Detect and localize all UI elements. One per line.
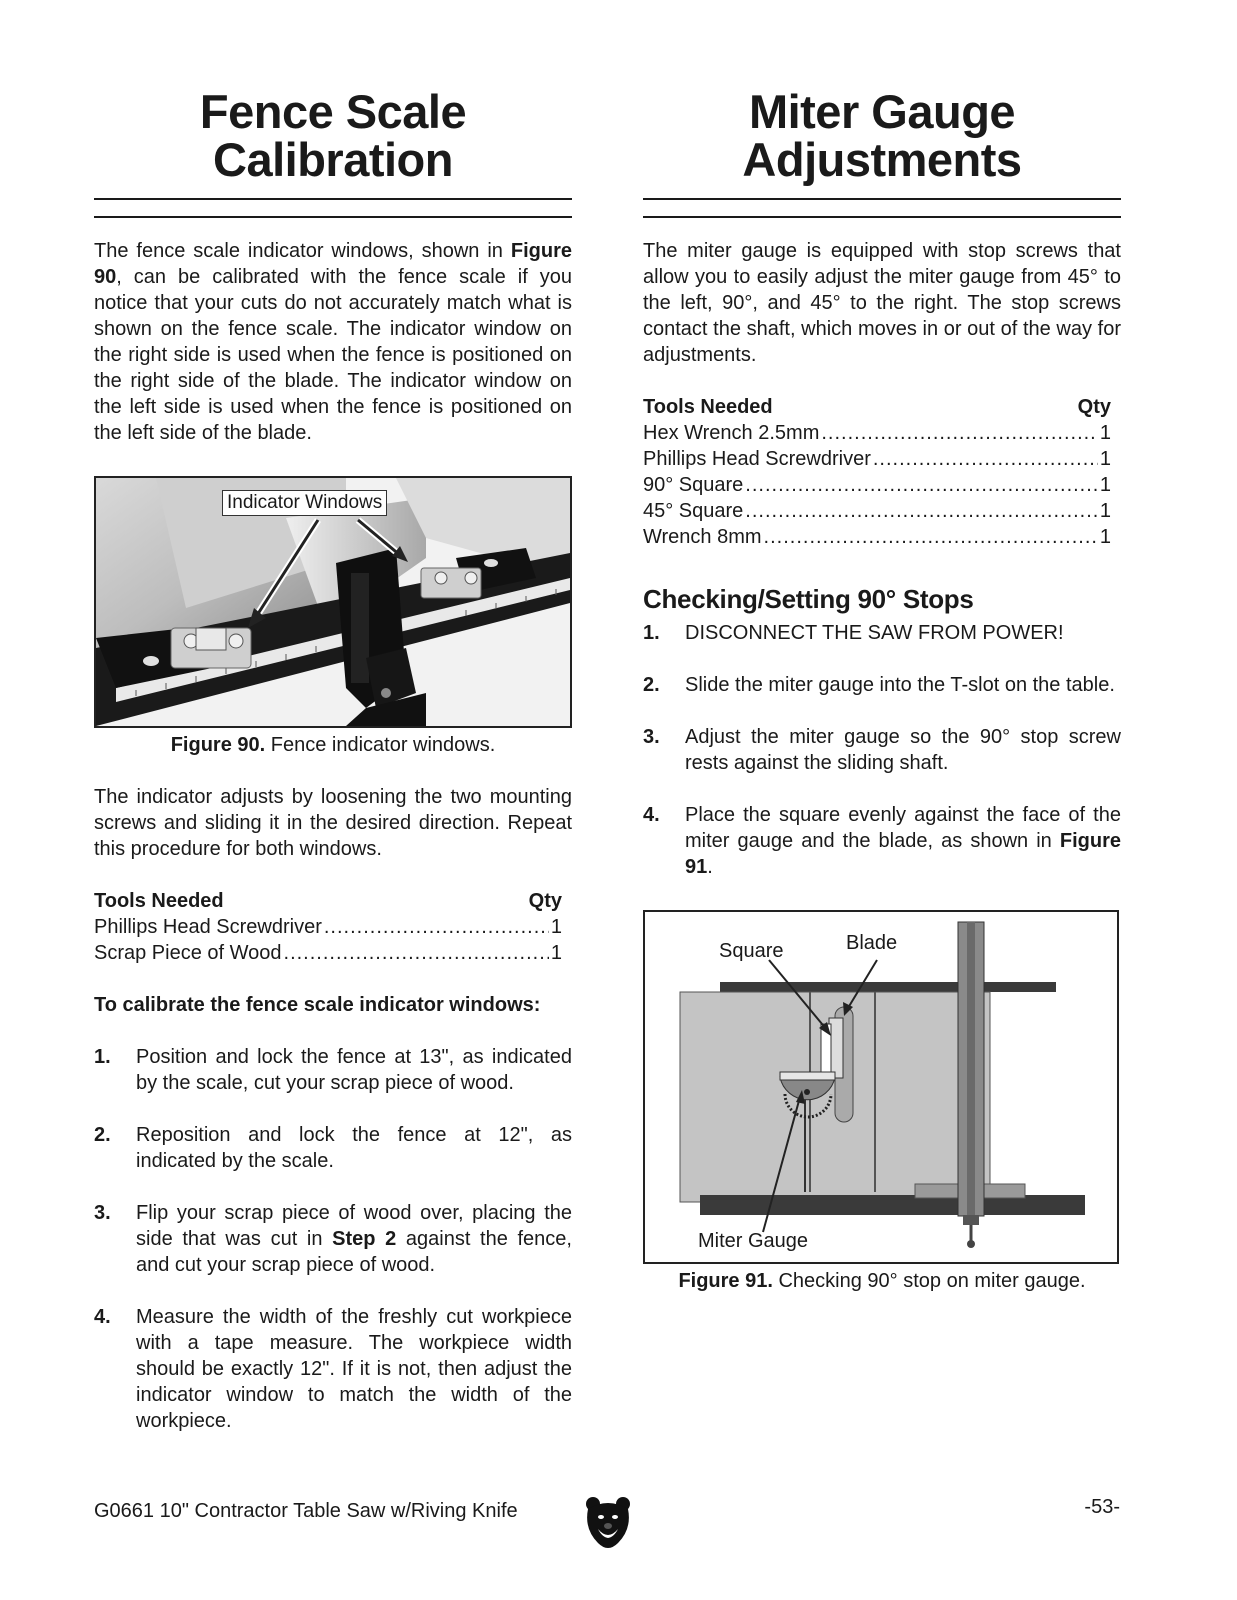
tools-header-name: Tools Needed [643, 396, 773, 418]
tool-item [643, 420, 1119, 446]
figure-90-label: Figure 90. [170, 734, 266, 756]
tool-name: 45° Square [643, 500, 744, 522]
step-item [94, 1044, 572, 1096]
calibrate-steps [94, 1044, 572, 1434]
figure-90-caption-text: Fence indicator windows. [265, 734, 496, 756]
miter-gauge-diagram [645, 912, 1117, 1262]
tool-name: Scrap Piece of Wood [94, 942, 282, 964]
title-line-2: Calibration [213, 133, 453, 186]
section-title-fence-scale [94, 85, 572, 186]
step-text: DISCONNECT THE SAW FROM POWER! [685, 622, 1064, 644]
tool-qty: 1 [550, 916, 562, 938]
figure-91-reference: Figure 91 [685, 830, 1121, 878]
figure-91-label: Figure 91. [678, 1270, 773, 1292]
step-text: Measure the width of the freshly cut workpiece with a tape measure. The workpiece width should be exactly 12". If it is not, then adjust the indicator window to match the width of the workpiece. [136, 1306, 572, 1432]
step-item [94, 1200, 572, 1278]
step-item [643, 672, 1121, 698]
step-text: Slide the miter gauge into the T-slot on the table. [685, 674, 1115, 696]
step-item [94, 1122, 572, 1174]
intro-text-pre: The fence scale indicator windows, shown in [94, 240, 511, 262]
page-number: -53- [1084, 1496, 1120, 1518]
label-square: Square [719, 940, 784, 962]
tools-header-qty: Qty [528, 890, 562, 912]
step-text-pre: Place the square evenly against the face of the miter gauge and the blade, as shown in [685, 804, 1121, 852]
step-text-pre: Flip your scrap piece of wood over, placing the side that was cut in [136, 1202, 572, 1250]
step-number: 4. [94, 1306, 111, 1328]
title-rule [643, 198, 1121, 218]
tools-header [94, 888, 570, 914]
step-number: 3. [643, 726, 660, 748]
tool-qty: 1 [1099, 500, 1111, 522]
step-text [136, 1200, 572, 1278]
tool-name: Phillips Head Screwdriver [643, 448, 871, 470]
title-rule [94, 198, 572, 218]
figure-91-caption [643, 1268, 1121, 1294]
step-number: 1. [94, 1046, 111, 1068]
bear-logo-icon [584, 1495, 632, 1551]
tool-qty: 1 [1099, 448, 1111, 470]
miter-tools-list [643, 394, 1119, 550]
miter-intro-paragraph: The miter gauge is equipped with stop screws that allow you to easily adjust the miter gauge from 45° to the left, 90°, and 45° to the right. The stop screws contact the shaft, which moves in or out of the way for adjustments. [643, 240, 1121, 366]
step-text [685, 802, 1121, 880]
step-number: 1. [643, 622, 660, 644]
indicator-adjust-paragraph: The indicator adjusts by loosening the two mounting screws and sliding it in the desired direction. Repeat this procedure for both windows. [94, 786, 572, 860]
tool-qty: 1 [1099, 422, 1111, 444]
figure-91-caption-text: Checking 90° stop on miter gauge. [772, 1270, 1086, 1292]
step-text: Adjust the miter gauge so the 90° stop screw rests against the sliding shaft. [685, 726, 1121, 774]
tool-item [643, 472, 1119, 498]
fence-tools-list [94, 888, 570, 966]
footer-manual-title: G0661 10" Contractor Table Saw w/Riving Knife [94, 1500, 518, 1522]
intro-text-post: , can be calibrated with the fence scale if you notice that your cuts do not accurately match what is shown on the fence scale. The indicator window on the right side is used when the fence is positioned on the right side of the blade. The indicator window on the left side is used when the fence is positioned on the left side of the blade. [94, 266, 572, 444]
step-item [643, 620, 1121, 646]
tool-name: 90° Square [643, 474, 744, 496]
miter-steps [643, 620, 1121, 880]
label-miter-gauge: Miter Gauge [698, 1230, 809, 1252]
label-blade: Blade [846, 932, 898, 954]
title-line-1: Fence Scale [199, 85, 467, 138]
fence-intro-paragraph [94, 238, 572, 446]
checking-90-stops-heading: Checking/Setting 90° Stops [643, 584, 974, 614]
tool-name: Hex Wrench 2.5mm [643, 422, 820, 444]
step-text: Reposition and lock the fence at 12", as indicated by the scale. [136, 1124, 572, 1172]
step-text: Position and lock the fence at 13", as indicated by the scale, cut your scrap piece of wood. [136, 1046, 572, 1094]
tool-name: Phillips Head Screwdriver [94, 916, 322, 938]
step-2-reference: Step 2 [332, 1228, 397, 1250]
tool-qty: 1 [1099, 526, 1111, 548]
figure-90-reference: Figure 90 [94, 240, 572, 288]
step-number: 3. [94, 1202, 111, 1224]
tool-item [643, 524, 1119, 550]
figure-91-diagram [643, 910, 1119, 1264]
figure-90-photo [94, 476, 572, 728]
tools-header-qty: Qty [1077, 396, 1111, 418]
title-line-1: Miter Gauge [748, 85, 1016, 138]
step-number: 2. [643, 674, 660, 696]
step-item [643, 802, 1121, 880]
tool-item [94, 940, 570, 966]
step-text-post: . [707, 856, 713, 878]
step-item [643, 724, 1121, 776]
calibrate-procedure-heading: To calibrate the fence scale indicator windows: [94, 994, 541, 1016]
tools-header-name: Tools Needed [94, 890, 224, 912]
right-column [643, 85, 1121, 1294]
tool-name: Wrench 8mm [643, 526, 762, 548]
tools-header [643, 394, 1119, 420]
tool-item [643, 446, 1119, 472]
tool-item [94, 914, 570, 940]
tool-item [643, 498, 1119, 524]
section-title-miter-gauge [643, 85, 1121, 186]
step-number: 4. [643, 804, 660, 826]
step-number: 2. [94, 1124, 111, 1146]
left-column [94, 85, 572, 1434]
figure-90-caption [94, 732, 572, 758]
step-text-post: against the fence, and cut your scrap piece of wood. [136, 1228, 572, 1276]
tool-qty: 1 [1099, 474, 1111, 496]
step-item [94, 1304, 572, 1434]
title-line-2: Adjustments [742, 133, 1022, 186]
indicator-windows-callout: Indicator Windows [222, 490, 387, 516]
tool-qty: 1 [550, 942, 562, 964]
